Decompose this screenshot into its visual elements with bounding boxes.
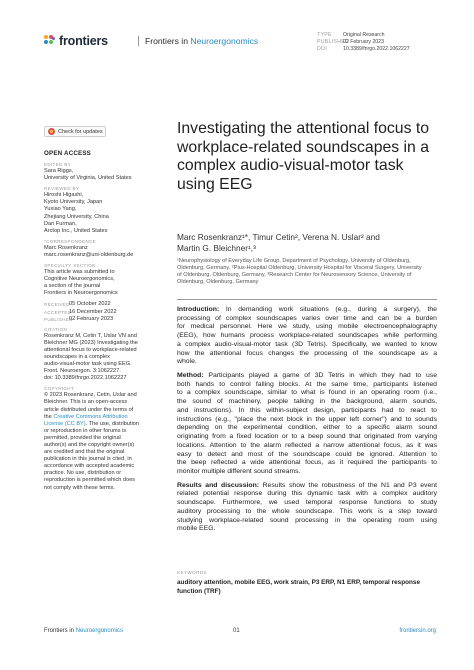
reviewer-line: Zhejiang University, China [44,213,109,220]
logo-text: frontiers [59,34,108,48]
copyright-line: not comply with these terms. [44,484,115,491]
cc-license-link[interactable]: Creative Commons Attribution [53,413,128,420]
method-label: Method: [177,372,204,380]
check-updates-label: Check for updates [58,128,103,135]
copyright-line: accordance with accepted academic [44,463,135,470]
editor-name: Sara Riggs, [44,168,74,175]
page-number: 01 [233,628,240,634]
reviewer-line: Kyoto University, Japan [44,199,103,206]
check-for-updates-button[interactable] [44,126,106,137]
frontiers-logo[interactable] [44,34,108,48]
specialty-label: SPECIALTY SECTION [44,263,96,269]
specialty-line: This article was submitted to [44,269,115,276]
copyright-line: article distributed under the terms of [44,406,134,413]
citation-line: Front. Neuroergon. 3:1062227. [44,368,121,375]
citation-line: audio-visual-motor task using EEG. [44,361,132,368]
copyright-line: or reproduction in other forums is [44,427,127,434]
specialty-line: a section of the journal [44,283,101,290]
editor-affiliation: University of Virginia, United States [44,175,132,182]
affiliations [177,258,439,286]
authors-line[interactable]: Martin G. Bleichner¹,³ [177,243,256,254]
reviewer-line: Yuxiao Yang, [44,206,77,213]
article-meta [317,32,410,54]
published-date: PUBLISHED 02 February 2023 [44,315,114,322]
intro-label: Introduction: [177,306,220,313]
copyright-label: COPYRIGHT [44,386,75,392]
copyright-line: are credited and that the original [44,449,125,456]
journal-name[interactable] [138,36,258,46]
affiliation-line: Oldenburg, Germany, ²Pius-Hospital Oldenburg, University Hospital for Visceral Surgery, University [177,265,422,272]
affiliation-line: ¹Neurophysiology of Everyday Life Group, Department of Psychology, University of Oldenburg, [177,258,411,264]
copyright-line: reproduction is permitted which does [44,477,136,484]
footer-site-link[interactable]: frontiersin.org [399,628,436,634]
citation-line: attentional focus to workplace-related [44,346,137,353]
affiliation-line: of Oldenburg, Oldenburg, Germany, ³Research Center for Neurosensory Science, University of [177,272,412,279]
copyright-line: practice. No use, distribution or [44,470,122,477]
footer-journal: Frontiers in Neuroergonomics [44,628,124,634]
correspondence-name: Marc Rosenkranz [44,244,88,251]
reviewer-line: Hiroshi Higashi, [44,192,84,199]
keywords: auditory attention, mobile EEG, work strain, P3 ERP, N1 ERP, temporal response function (TRF) [177,579,421,595]
copyright-line: the Creative Commons Attribution [44,413,128,420]
journal-title: Neuroergonomics [190,36,259,46]
accepted-date: ACCEPTED 16 December 2022 [44,308,117,315]
affiliation-line: Oldenburg, Oldenburg, Germany [177,279,259,286]
meta-type: TYPE Original Research [317,32,385,38]
specialty-line: Cognitive Neuroergonomics, [44,276,115,283]
reviewer-line: Dan Furman, [44,220,77,227]
edited-by-label: EDITED BY [44,162,71,168]
received-date: RECEIVED 05 October 2022 [44,301,111,308]
keywords-label: KEYWORDS [177,570,207,575]
citation-line: soundscapes in a complex [44,353,110,360]
copyright-line: License (CC BY). The use, distribution [44,420,140,427]
cc-license-link-2[interactable]: License (CC BY) [44,420,86,427]
article-sidebar [44,150,144,492]
abstract [177,306,437,539]
results-label: Results and discussion: [177,481,260,489]
author-list [177,232,437,255]
copyright-line: © 2023 Rosenkranz, Cetin, Uslar and [44,392,137,399]
copyright-line: Bleichner. This is an open-access [44,399,128,406]
citation-line: Rosenkranz M, Cetin T, Uslar VN and [44,332,137,339]
correspondence-email[interactable]: marc.rosenkranz@uni-oldenburg.de [44,251,134,258]
correspondence-label: *CORRESPONDENCE [44,238,96,244]
reviewer-line: Arctop Inc., United States [44,227,108,234]
abstract-divider [177,299,437,300]
meta-doi[interactable]: DOI 10.3389/fnrgo.2022.1062227 [317,46,410,53]
header-divider [138,36,139,46]
article-title: Investigating the attentional focus to workplace-related soundscapes in a complex audio-visual-motor task using EEG [177,120,430,193]
meta-published: PUBLISHED 02 February 2023 [317,39,384,46]
open-access-label: OPEN ACCESS [44,150,92,157]
reviewed-by-label: REVIEWED BY [44,186,80,192]
abstract-method: Method: Participants played a game of 3D Tetris in which they had to use both hands to control falling blocks. At the same time, participants listened to a complex soundscape, similar to what is found in an operating room (i.e., the sound of machinery, people talking in the background, alarm sounds, and instructions). In this within-subject design, participants had to react to instructions (e.g., "place the next block in the upper left corner") and to sounds depending on the experimental condition, either to a specific alarm sound originating from a fixed location or to a beep sound that originated from varying locations. Attention to the alarm reflected a narrow attentional focus, as it was easy to detect and most of the soundscape could be ignored. Attention to the beep reflected a wide attentional focus, as it required the participants to monitor multiple different sound streams. [177,372,437,475]
page-footer [44,628,436,638]
copyright-line: permitted, provided the original [44,434,121,441]
frontiers-logo-icon [44,35,56,47]
copyright-line: publication in this journal is cited, in [44,456,132,463]
check-updates-icon [48,128,55,135]
citation-label: CITATION [44,326,68,332]
abstract-results: Results and discussion: Results show the robustness of the N1 and P3 event related potential response during this dynamic task with a complex auditory soundscape. Furthermore, we used temporal response functions to study auditory processing to the whole soundscape. This work is a step toward studying workplace-related sound processing in the operating room using mobile EEG. [177,481,437,533]
specialty-line: Frontiers in Neuroergonomics [44,290,118,297]
authors-line[interactable]: Marc Rosenkranz¹*, Timur Cetin², Verena N. Uslar² and [177,232,380,242]
copyright-line: author(s) and the copyright owner(s) [44,442,135,448]
abstract-introduction: Introduction: In demanding work situations (e.g., during a surgery), the processing of complex soundscapes varies over time and can be a burden for medical personnel. Here we study, using mobile electroencephalography (EEG), how humans process workplace-related soundscapes while performing a complex audio-visual-motor task (3D Tetris). Specifically, we wanted to know how the attentional focus changes the processing of the soundscape as a whole. [177,306,437,366]
citation-line: Bleichner MG (2023) Investigating the [44,339,138,346]
journal-prefix: Frontiers in [145,36,188,46]
citation-doi[interactable]: doi: 10.3389/fnrgo.2022.1062227 [44,375,127,382]
